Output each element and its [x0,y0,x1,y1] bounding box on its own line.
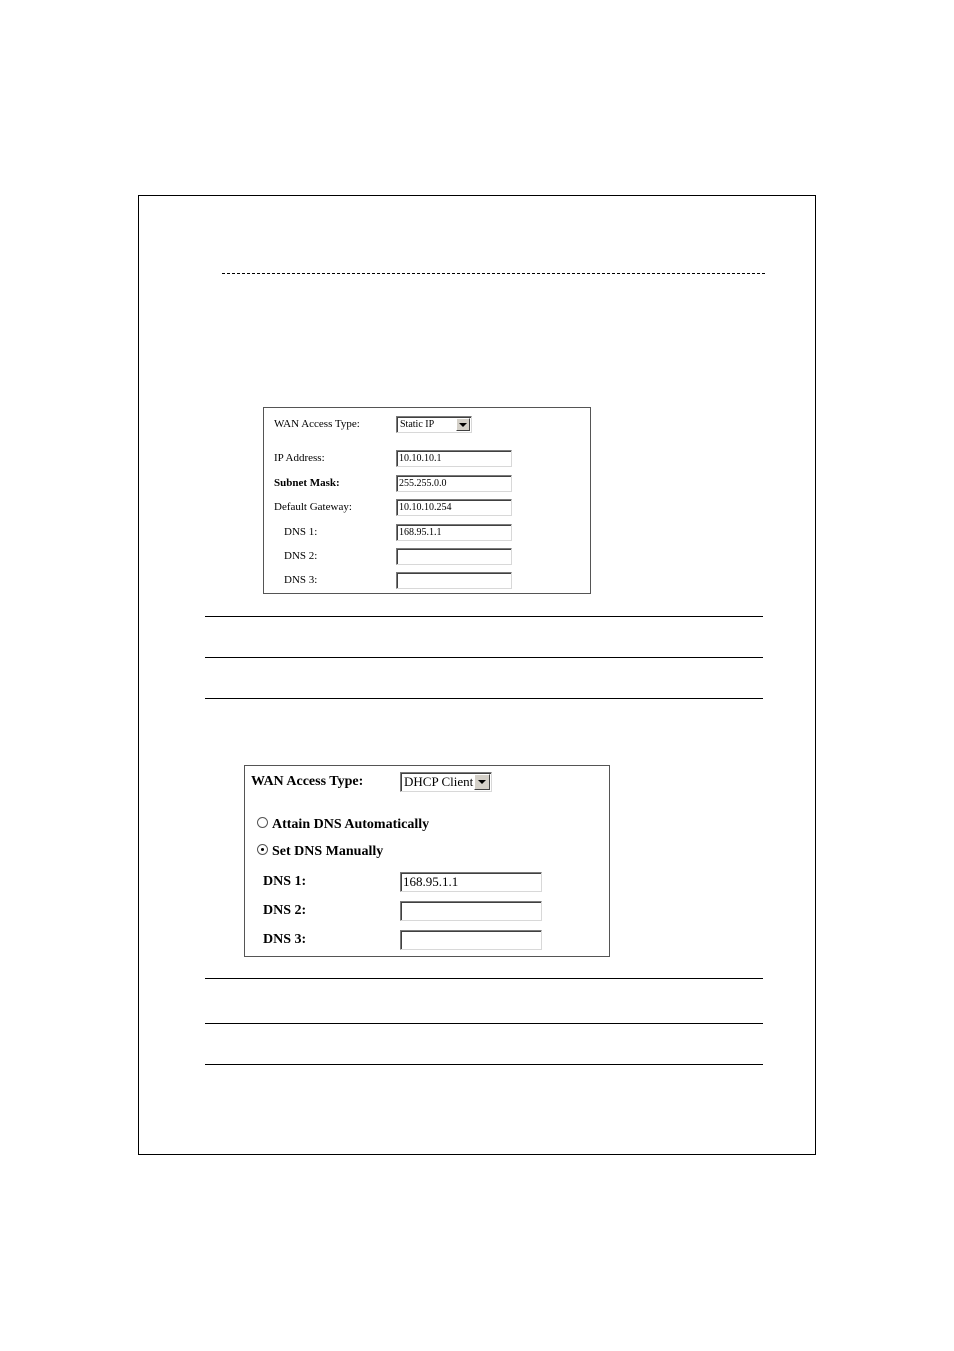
dns3-input[interactable] [396,572,512,589]
dns2-label: DNS 2: [263,903,307,918]
header-divider [222,273,765,274]
chevron-down-icon[interactable] [474,774,490,790]
ip-address-input[interactable]: 10.10.10.1 [396,450,512,467]
divider-line [205,1023,763,1024]
dns3-label: DNS 3: [263,932,307,947]
dns1-input[interactable]: 168.95.1.1 [400,872,542,892]
dns2-input[interactable] [396,548,512,565]
wan-access-type-select[interactable] [400,772,492,792]
set-dns-manually-radio[interactable] [257,844,268,855]
dns3-label: DNS 3: [284,574,318,586]
dns1-input[interactable]: 168.95.1.1 [396,524,512,541]
divider-line [205,1064,763,1065]
dhcp-client-panel [244,765,610,957]
subnet-mask-input[interactable]: 255.255.0.0 [396,475,512,492]
attain-dns-label[interactable]: Attain DNS Automatically [272,817,430,832]
wan-access-type-label: WAN Access Type: [274,418,360,430]
wan-access-type-select[interactable] [396,416,472,433]
dns2-input[interactable] [400,901,542,921]
wan-access-type-value: DHCP Client [404,774,474,789]
divider-line [205,978,763,979]
default-gateway-label: Default Gateway: [274,501,352,513]
static-ip-panel [263,407,591,594]
wan-access-type-label: WAN Access Type: [251,774,364,789]
subnet-mask-label: Subnet Mask: [274,477,340,489]
attain-dns-radio[interactable] [257,817,268,828]
default-gateway-input[interactable]: 10.10.10.254 [396,499,512,516]
ip-address-label: IP Address: [274,452,325,464]
dns3-input[interactable] [400,930,542,950]
chevron-down-icon[interactable] [456,418,470,431]
divider-line [205,657,763,658]
dns2-label: DNS 2: [284,550,318,562]
dns1-label: DNS 1: [263,874,307,889]
page-frame [138,195,816,1155]
set-dns-manually-label[interactable]: Set DNS Manually [272,844,384,859]
divider-line [205,616,763,617]
dns1-label: DNS 1: [284,526,318,538]
wan-access-type-value: Static IP [400,419,435,430]
divider-line [205,698,763,699]
